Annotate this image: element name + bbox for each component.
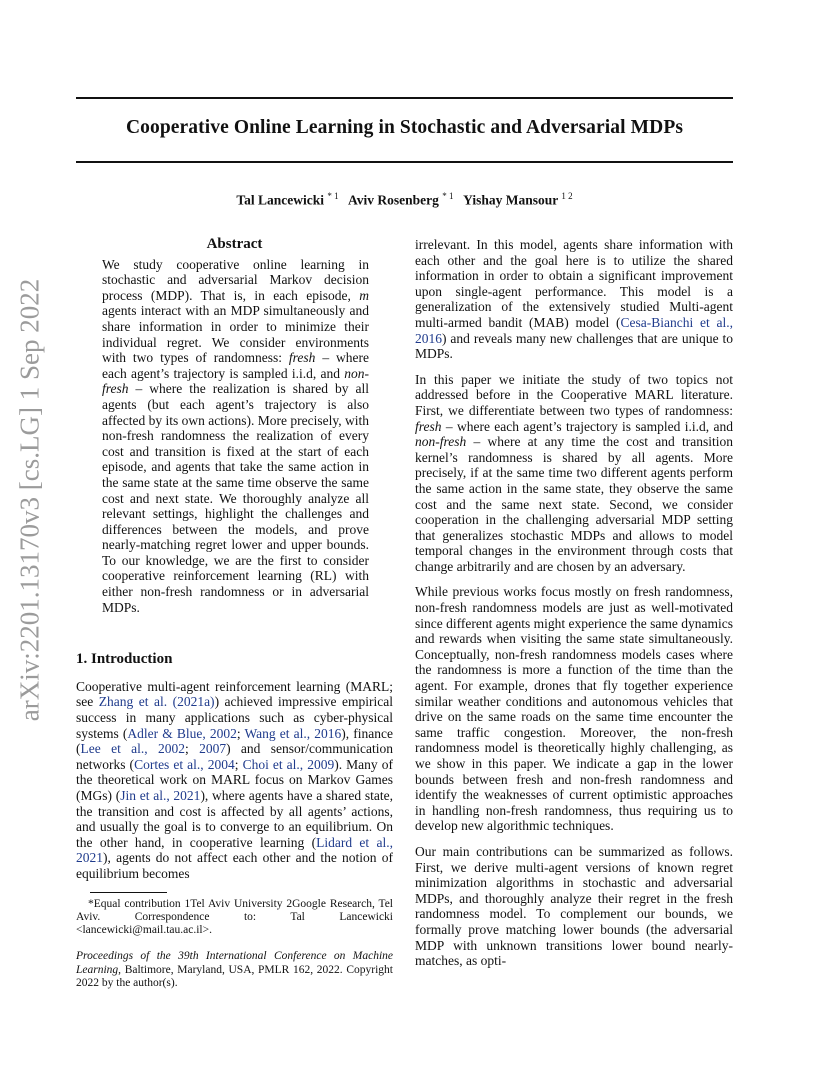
author-name: Yishay Mansour bbox=[463, 192, 559, 208]
footnote: *Equal contribution 1Tel Aviv University 2Google Research, Tel Aviv. Correspondence to: Tal Lancewicki <lancewicki@mail.tau.ac.il>. bbox=[76, 897, 393, 937]
text-run: ; bbox=[234, 756, 243, 772]
text-run: We study cooperative online learning in stochastic and adversarial Markov decision process (MDP). That is, in each episode, bbox=[102, 256, 369, 303]
text-run: agents interact with an MDP simultaneously and share information in order to minimize their individual regret. We consider environments with two types of randomness: bbox=[102, 303, 369, 366]
author-list bbox=[76, 191, 733, 209]
abstract-body bbox=[102, 257, 369, 616]
text-run: ; bbox=[236, 725, 245, 741]
text-run: – where each agent’s trajectory is sampled i.i.d, and bbox=[102, 350, 370, 381]
text-run: – where each agent’s trajectory is sampled i.i.d, and bbox=[441, 418, 733, 434]
proceedings-details: , Baltimore, Maryland, USA, PMLR 162, 2022. Copyright 2022 by the author(s). bbox=[76, 963, 393, 990]
text-run: In this paper we initiate the study of two topics not addressed before in the Cooperative MARL literature. First, we differentiate between two types of randomness: bbox=[415, 371, 733, 418]
math-m: m bbox=[359, 287, 369, 303]
right-column bbox=[415, 237, 733, 979]
text-run: irrelevant. In this model, agents share information with each other and the goal here is to utilize the shared information in order to obtain a significant improvement upon single-agent performance. This model is a generalization of the extensively studied Multi-agent multi-armed bandit (MAB) model ( bbox=[415, 237, 733, 330]
intro-paragraph: Our main contributions can be summarized as follows. First, we derive multi-agent versions of known regret minimization algorithms in stochastic and adversarial MDPs, and thoroughly analyze their regret in the fresh randomness model. To complement our bounds, we formally prove matching lower bounds (the adversarial MDP with unknown transitions lower bound nearly-matches, as opti- bbox=[415, 843, 733, 969]
citation-link[interactable]: 2007 bbox=[199, 741, 227, 757]
emphasis: non-fresh bbox=[415, 434, 467, 450]
citation-link[interactable]: Lee et al., 2002 bbox=[80, 741, 185, 757]
text-run: ), where agents have a shared state, the transition and cost is affected by all agents’ actions, and usually the goal is to converge to an equilibrium. On the other hand, in cooperative learning ( bbox=[76, 788, 393, 850]
citation-link[interactable]: Cesa-Bianchi et al., 2016 bbox=[415, 314, 733, 346]
intro-paragraph bbox=[415, 237, 733, 362]
title-rule-bottom bbox=[76, 161, 733, 163]
citation-link[interactable]: Adler & Blue, 2002 bbox=[127, 725, 237, 741]
left-column bbox=[76, 237, 393, 990]
text-run: Cooperative multi-agent reinforcement learning (MARL; see bbox=[76, 678, 393, 710]
text-run: ), finance ( bbox=[76, 725, 393, 757]
emphasis: fresh bbox=[415, 418, 442, 434]
section-heading-introduction: 1. Introduction bbox=[76, 651, 173, 668]
citation-link[interactable]: Jin et al., 2021 bbox=[120, 788, 201, 803]
author-name: Aviv Rosenberg bbox=[348, 192, 439, 208]
author-affiliation: * 1 bbox=[327, 191, 339, 201]
text-run: ). Many of the theoretical work on MARL focus on Markov Games (MGs) ( bbox=[76, 756, 393, 803]
citation-link[interactable]: Cortes et al., 2004 bbox=[134, 756, 235, 772]
proceedings-venue: Proceedings of the 39th International Conference on Machine Learning bbox=[76, 950, 393, 976]
footnote-rule bbox=[90, 892, 167, 893]
text-run: ) and sensor/communication networks ( bbox=[76, 741, 393, 772]
citation-link[interactable]: Zhang et al. (2021a) bbox=[98, 694, 215, 710]
title-rule-top bbox=[76, 97, 733, 99]
citation-link[interactable]: Wang et al., 2016 bbox=[244, 725, 342, 741]
arxiv-identifier: arXiv:2201.13170v3 [cs.LG] 1 Sep 2022 bbox=[14, 278, 45, 722]
citation-link[interactable]: Choi et al., 2009 bbox=[242, 756, 335, 772]
intro-paragraph bbox=[415, 372, 733, 575]
author-affiliation: * 1 bbox=[442, 191, 454, 201]
text-run: ; bbox=[185, 741, 200, 757]
arxiv-sidebar bbox=[10, 263, 50, 738]
intro-paragraph: While previous works focus mostly on fresh randomness, non-fresh randomness models are just as well-motivated since different agents might experience the same dynamics and rewards when visiting the same state simultaneously. Conceptually, non-fresh randomness models cases where the randomness is more a function of the time than the agent. For example, drones that fly together experience similar weather conditions and autonomous vehicles that drive on the same roads on the same time encounter the same traffic congestion. Moreover, the non-fresh randomness model is theoretically highly challenging, as we show in this paper. We indicate a gap in the lower bounds between fresh and non-fresh randomness and identify the weaknesses of current optimistic approaches in handling non-fresh randomness, thus requiring us to develop new algorithmic techniques. bbox=[415, 584, 734, 834]
text-run: ), agents do not affect each other and the notion of equilibrium becomes bbox=[76, 850, 393, 881]
emphasis: fresh bbox=[288, 350, 316, 366]
text-run: – where at any time the cost and transition kernel’s randomness is shared by all agents. More precisely, if at the same time two different agents perform the same action in the same state, they observe the same cost and the same next state. Second, we consider cooperation in the challenging adversarial MDP setting that generalizes stochastic MDPs and allows to model temporal changes in the environment through costs that change arbitrarily and are chosen by an adversary. bbox=[415, 434, 733, 574]
text-run: – where the realization is shared by all agents (but each agent’s trajectory is also affected by its own actions). More precisely, with non-fresh randomness the realization of every cost and transition is fixed at the start of each episode, and agents that take the same action in the same state at the same time observe the same cost and next state. We thoroughly analyze all relevant settings, highlight the challenges and differences between the models, and prove nearly-matching regret lower and upper bounds. To our knowledge, we are the first to consider cooperative reinforcement learning (RL) with either non-fresh randomness or in adversarial MDPs. bbox=[102, 381, 369, 615]
proceedings-note bbox=[76, 950, 393, 990]
intro-paragraph bbox=[76, 679, 393, 882]
author-name: Tal Lancewicki bbox=[236, 192, 324, 208]
paper-title: Cooperative Online Learning in Stochastic and Adversarial MDPs bbox=[125, 117, 684, 138]
citation-link[interactable]: Lidard et al., 2021 bbox=[76, 834, 393, 866]
text-run: ) and reveals many new challenges that are unique to MDPs. bbox=[415, 330, 733, 362]
text-run: ) achieved impressive empirical success in many applications such as cyber-physical systems ( bbox=[76, 694, 393, 741]
abstract-heading: Abstract bbox=[206, 236, 263, 252]
author-affiliation: 1 2 bbox=[561, 191, 573, 201]
emphasis: non-fresh bbox=[102, 365, 369, 397]
